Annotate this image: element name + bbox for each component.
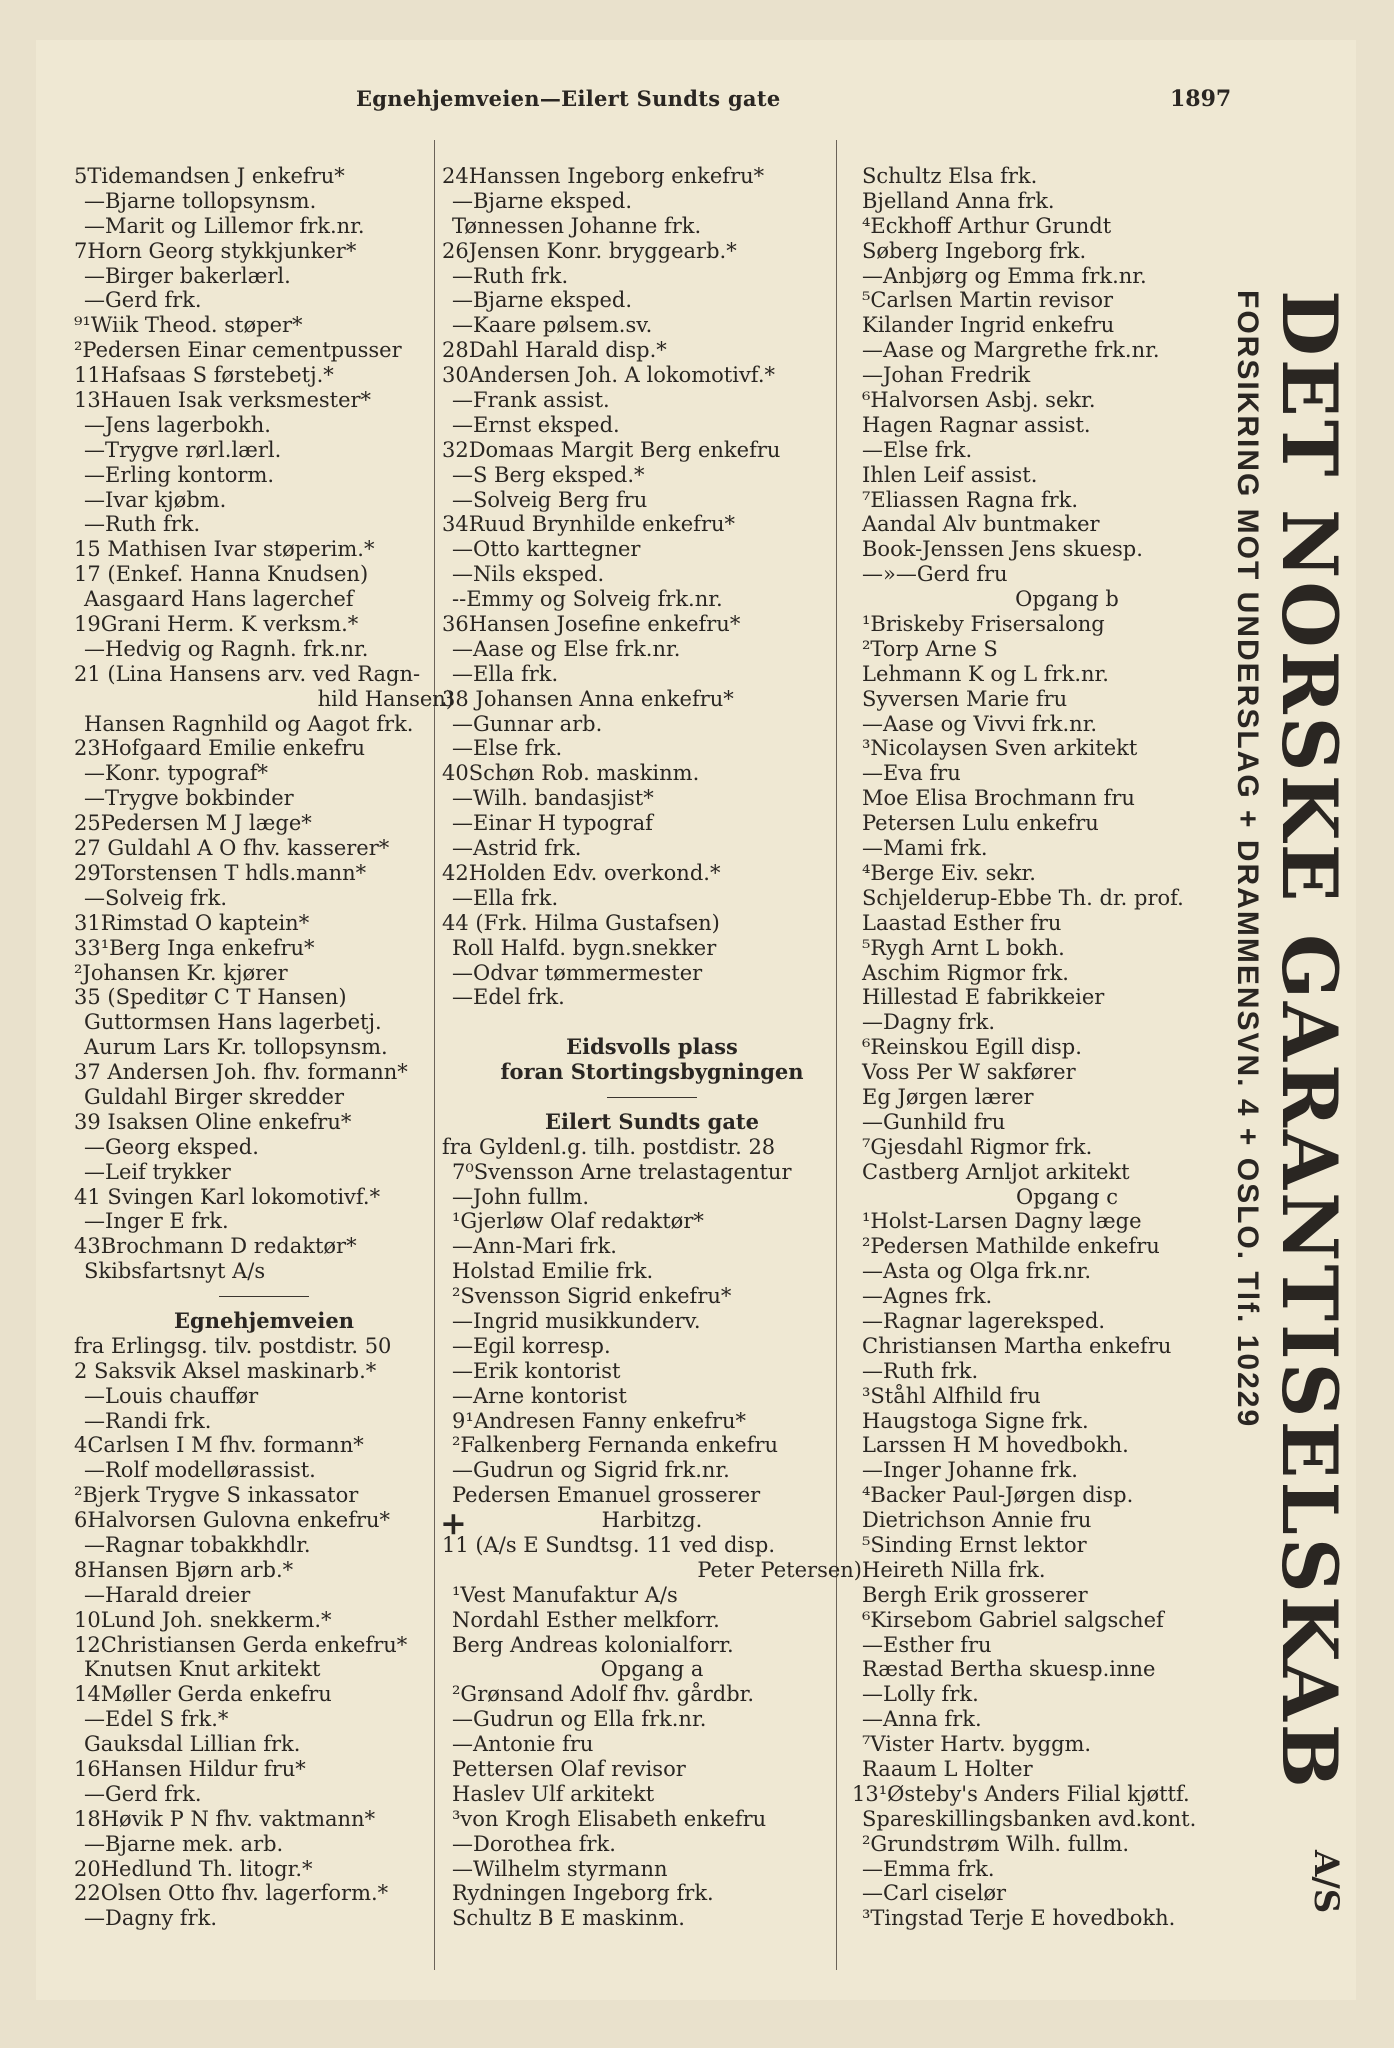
directory-entry: —Inger E frk.: [84, 1209, 229, 1234]
directory-entry: Pedersen Emanuel grosserer: [452, 1483, 761, 1508]
directory-entry: Gauksdal Lillian frk.: [84, 1732, 301, 1757]
directory-entry: 36Hansen Josefine enkefru*: [442, 612, 741, 637]
directory-entry: ²Pedersen Mathilde enkefru: [862, 1234, 1160, 1259]
directory-entry: —Gerd frk.: [84, 1781, 202, 1806]
page-title: Egnehjemveien—Eilert Sundts gate: [356, 86, 781, 111]
directory-entry: 42Holden Edv. overkond.*: [442, 860, 721, 885]
directory-entry: Berg Andreas kolonialforr.: [452, 1632, 734, 1657]
directory-entry: Bjelland Anna frk.: [862, 188, 1055, 213]
directory-entry: ⁴Backer Paul-Jørgen disp.: [862, 1483, 1134, 1508]
directory-entry: 11Hafsaas S førstebetj.*: [74, 363, 334, 388]
directory-entry: —Inger Johanne frk.: [862, 1458, 1078, 1483]
directory-entry: —Esther fru: [862, 1632, 992, 1657]
directory-entry: 12Christiansen Gerda enkefru*: [74, 1632, 408, 1657]
directory-entry: —Gunhild fru: [862, 1109, 1006, 1134]
advert-suffix: A/S: [1306, 1850, 1346, 1914]
section-heading: foran Stortingsbygningen: [500, 1059, 804, 1085]
directory-entry: 2 Saksvik Aksel maskinarb.*: [74, 1358, 377, 1383]
directory-entry: —Ernst eksped.: [452, 412, 620, 437]
directory-entry: ⁷Vister Hartv. byggm.: [862, 1732, 1092, 1757]
directory-entry: ²Grundstrøm Wilh. fullm.: [862, 1831, 1130, 1856]
directory-entry: Kilander Ingrid enkefru: [862, 313, 1115, 338]
directory-entry: Guldahl Birger skredder: [84, 1084, 344, 1109]
column-1: [74, 164, 454, 1931]
directory-entry: Harbitzg.: [601, 1508, 703, 1533]
directory-entry: —Jens lagerbokh.: [84, 412, 271, 437]
directory-entry: —Gunnar arb.: [452, 711, 603, 736]
directory-entry: 33¹Berg Inga enkefru*: [74, 935, 315, 960]
directory-entry: Opgang c: [1015, 1184, 1119, 1209]
directory-entry: 31Rimstad O kaptein*: [74, 910, 310, 935]
directory-entry: 9¹Andresen Fanny enkefru*: [452, 1408, 746, 1433]
directory-entry: ⁴Berge Eiv. sekr.: [862, 860, 1036, 885]
directory-entry: —Ruth frk.: [862, 1358, 979, 1383]
directory-entry: —Trygve bokbinder: [84, 786, 294, 811]
directory-entry: Castberg Arnljot arkitekt: [862, 1159, 1130, 1184]
directory-entry: Moe Elisa Brochmann fru: [862, 786, 1135, 811]
directory-entry: 7⁰Svensson Arne trelastagentur: [452, 1159, 792, 1184]
directory-entry: Rydningen Ingeborg frk.: [452, 1881, 714, 1906]
directory-entry: Schultz Elsa frk.: [862, 164, 1038, 188]
directory-entry: 10Lund Joh. snekkerm.*: [74, 1607, 332, 1632]
directory-entry: —Ivar kjøbm.: [84, 487, 227, 512]
directory-entry: —Dagny frk.: [84, 1906, 218, 1931]
directory-entry: 7Horn Georg stykkjunker*: [74, 238, 357, 263]
directory-entry: Aasgaard Hans lagerchef: [84, 587, 354, 612]
directory-entry: Pettersen Olaf revisor: [452, 1757, 686, 1781]
directory-entry: Nordahl Esther melkforr.: [452, 1607, 720, 1632]
directory-entry: —Edel frk.: [452, 985, 565, 1010]
directory-entry: 13¹Østeby's Anders Filial kjøttf.: [852, 1781, 1190, 1806]
directory-page: [36, 40, 1356, 2000]
section-heading: Eidsvolls plass: [566, 1034, 738, 1060]
directory-entry: —Ruth frk.: [452, 263, 569, 288]
directory-entry: Spareskillingsbanken avd.kont.: [862, 1806, 1197, 1831]
directory-entry: 40Schøn Rob. maskinm.: [442, 761, 700, 786]
directory-entry: —Kaare pølsem.sv.: [452, 313, 653, 338]
directory-entry: —Ann-Mari frk.: [452, 1234, 617, 1259]
directory-entry: —Marit og Lillemor frk.nr.: [84, 213, 365, 238]
directory-entry: —Antonie fru: [452, 1732, 594, 1757]
directory-entry: 4Carlsen I M fhv. formann*: [74, 1433, 364, 1458]
cross-mark: +: [440, 1504, 467, 1542]
column-2: [442, 164, 862, 1931]
directory-entry: ²Falkenberg Fernanda enkefru: [452, 1433, 779, 1458]
directory-entry: 30Andersen Joh. A lokomotivf.*: [442, 363, 776, 388]
directory-entry: 38 Johansen Anna enkefru*: [442, 686, 734, 711]
directory-entry: Eg Jørgen lærer: [862, 1084, 1034, 1109]
directory-entry: —Edel S frk.*: [84, 1707, 229, 1732]
directory-entry: ⁶Reinskou Egill disp.: [862, 1035, 1082, 1060]
directory-entry: 27 Guldahl A O fhv. kasserer*: [74, 836, 390, 861]
directory-entry: —Harald dreier: [84, 1582, 251, 1607]
directory-entry: ²Svensson Sigrid enkefru*: [452, 1284, 732, 1309]
directory-entry: ⁷Eliassen Ragna frk.: [862, 487, 1079, 512]
directory-entry: —Bjarne eksped.: [452, 288, 633, 313]
directory-entry: Opgang a: [600, 1657, 704, 1682]
directory-entry: 19Grani Herm. K verksm.*: [74, 612, 359, 637]
directory-entry: —Erling kontorm.: [84, 462, 275, 487]
directory-entry: 23Hofgaard Emilie enkefru: [74, 736, 366, 761]
directory-entry: 28Dahl Harald disp.*: [442, 338, 667, 363]
directory-entry: 18Høvik P N fhv. vaktmann*: [74, 1806, 376, 1831]
advert-company: DET NORSKE GARANTISELSKAB: [1265, 290, 1354, 1791]
directory-entry: [442, 1010, 862, 1035]
directory-entry: Heireth Nilla frk.: [862, 1557, 1046, 1582]
directory-entry: —Else frk.: [862, 437, 973, 462]
directory-entry: ⁷Gjesdahl Rigmor frk.: [862, 1134, 1093, 1159]
directory-entry: —Einar H typograf: [452, 811, 653, 836]
directory-entry: Lehmann K og L frk.nr.: [862, 661, 1109, 686]
directory-entry: 22Olsen Otto fhv. lagerform.*: [74, 1881, 389, 1906]
directory-entry: 5Tidemandsen J enkefru*: [74, 164, 345, 188]
directory-entry: 13Hauen Isak verksmester*: [74, 388, 372, 413]
directory-entry: ³von Krogh Elisabeth enkefru: [452, 1806, 767, 1831]
directory-entry: —Frank assist.: [452, 388, 610, 413]
directory-entry: Raaum L Holter: [862, 1757, 1033, 1781]
directory-entry: Hagen Ragnar assist.: [862, 412, 1091, 437]
directory-entry: Book-Jenssen Jens skuesp.: [862, 537, 1143, 562]
directory-entry: ⁶Halvorsen Asbj. sekr.: [862, 388, 1096, 413]
directory-entry: —Aase og Vivvi frk.nr.: [862, 711, 1098, 736]
directory-entry: 14Møller Gerda enkefru: [74, 1682, 332, 1707]
directory-entry: Knutsen Knut arkitekt: [84, 1657, 321, 1682]
directory-entry: Guttormsen Hans lagerbetj.: [84, 1010, 382, 1035]
directory-entry: --Emmy og Solveig frk.nr.: [452, 587, 723, 612]
directory-entry: fra Erlingsg. tilv. postdistr. 50: [74, 1333, 392, 1358]
directory-entry: Opgang b: [1015, 587, 1119, 612]
directory-entry: Bergh Erik grosserer: [862, 1582, 1088, 1607]
directory-entry: 17 (Enkef. Hanna Knudsen): [74, 562, 369, 587]
directory-entry: Dietrichson Annie fru: [862, 1508, 1092, 1533]
directory-entry: Aschim Rigmor frk.: [862, 960, 1069, 985]
directory-entry: —Emma frk.: [862, 1856, 995, 1881]
directory-entry: ¹Briskeby Frisersalong: [862, 612, 1105, 637]
directory-entry: —Anna frk.: [862, 1707, 982, 1732]
page-number: 1897: [1170, 86, 1232, 112]
directory-entry: Aurum Lars Kr. tollopsynsm.: [84, 1035, 388, 1060]
directory-entry: Hansen Ragnhild og Aagot frk.: [84, 711, 414, 736]
directory-entry: Schultz B E maskinm.: [452, 1906, 685, 1931]
directory-entry: —Ella frk.: [452, 885, 559, 910]
directory-entry: ¹Gjerløw Olaf redaktør*: [452, 1209, 704, 1234]
directory-entry: 11 (A/s E Sundtsg. 11 ved disp.: [442, 1532, 776, 1557]
directory-entry: 25Pedersen M J læge*: [74, 811, 312, 836]
directory-entry: —Otto karttegner: [452, 537, 641, 562]
directory-entry: —Aase og Else frk.nr.: [452, 636, 681, 661]
directory-entry: —Nils eksped.: [452, 562, 605, 587]
directory-entry: 16Hansen Hildur fru*: [74, 1757, 306, 1781]
directory-entry: ²Torp Arne S: [862, 636, 998, 661]
directory-entry: ²Pedersen Einar cementpusser: [74, 338, 402, 363]
directory-entry: fra Gyldenl.g. tilh. postdistr. 28: [442, 1134, 776, 1159]
directory-entry: —Birger bakerlærl.: [84, 263, 291, 288]
directory-entry: —Wilh. bandasjist*: [452, 786, 654, 811]
directory-entry: 35 (Speditør C T Hansen): [74, 985, 347, 1010]
directory-entry: —»—Gerd fru: [862, 562, 1008, 587]
directory-entry: —Aase og Margrethe frk.nr.: [862, 338, 1160, 363]
directory-entry: Hillestad E fabrikkeier: [862, 985, 1105, 1010]
directory-entry: 37 Andersen Joh. fhv. formann*: [74, 1060, 408, 1085]
directory-entry: 44 (Frk. Hilma Gustafsen): [442, 910, 720, 935]
directory-entry: —Louis chauffør: [84, 1383, 259, 1408]
directory-entry: 15 Mathisen Ivar støperim.*: [74, 537, 375, 562]
directory-entry: —Bjarne tollopsynsm.: [84, 188, 317, 213]
directory-entry: ⁴Eckhoff Arthur Grundt: [862, 213, 1112, 238]
directory-entry: Petersen Lulu enkefru: [862, 811, 1099, 836]
directory-entry: ³Nicolaysen Sven arkitekt: [862, 736, 1138, 761]
section-heading: Egnehjemveien: [174, 1307, 354, 1333]
directory-entry: Syversen Marie fru: [862, 686, 1068, 711]
directory-entry: —Ella frk.: [452, 661, 559, 686]
directory-entry: Voss Per W sakfører: [862, 1060, 1076, 1085]
directory-entry: —John fullm.: [452, 1184, 590, 1209]
directory-entry: —Leif trykker: [84, 1159, 231, 1184]
directory-entry: —Egil korresp.: [452, 1333, 611, 1358]
directory-entry: Schjelderup-Ebbe Th. dr. prof.: [862, 885, 1184, 910]
directory-entry: 34Ruud Brynhilde enkefru*: [442, 512, 736, 537]
directory-entry: 20Hedlund Th. litogr.*: [74, 1856, 313, 1881]
directory-entry: hild Hansen): [317, 686, 454, 711]
directory-entry: Laastad Esther fru: [862, 910, 1062, 935]
directory-entry: —Mami frk.: [862, 836, 988, 861]
directory-entry: —Dorothea frk.: [452, 1831, 616, 1856]
directory-entry: —Astrid frk.: [452, 836, 582, 861]
side-advertisement: [1214, 290, 1354, 1930]
directory-entry: —Asta og Olga frk.nr.: [862, 1259, 1092, 1284]
directory-entry: ²Bjerk Trygve S inkassator: [74, 1483, 359, 1508]
section-rule: [74, 1284, 454, 1309]
directory-entry: 26Jensen Konr. bryggearb.*: [442, 238, 737, 263]
directory-entry: ⁶Kirsebom Gabriel salgschef: [862, 1607, 1164, 1632]
directory-entry: —Trygve rørl.lærl.: [84, 437, 282, 462]
directory-entry: Larssen H M hovedbokh.: [862, 1433, 1129, 1458]
directory-entry: 43Brochmann D redaktør*: [74, 1234, 357, 1259]
directory-entry: ⁵Carlsen Martin revisor: [862, 288, 1114, 313]
directory-entry: —Solveig Berg fru: [452, 487, 648, 512]
directory-entry: 32Domaas Margit Berg enkefru: [442, 437, 781, 462]
directory-entry: 6Halvorsen Gulovna enkefru*: [74, 1508, 391, 1533]
directory-entry: Ræstad Bertha skuesp.inne: [862, 1657, 1156, 1682]
directory-entry: Haugstoga Signe frk.: [862, 1408, 1089, 1433]
section-rule: [442, 1085, 862, 1110]
directory-entry: —Rolf modellørassist.: [84, 1458, 316, 1483]
section-heading: Eilert Sundts gate: [545, 1108, 759, 1134]
directory-entry: Aandal Alv buntmaker: [862, 512, 1100, 537]
directory-entry: ³Tingstad Terje E hovedbokh.: [862, 1906, 1176, 1931]
directory-entry: —Johan Fredrik: [862, 363, 1031, 388]
directory-entry: 24Hanssen Ingeborg enkefru*: [442, 164, 765, 188]
directory-entry: —Ragnar lagereksped.: [862, 1308, 1106, 1333]
directory-entry: ²Grønsand Adolf fhv. gårdbr.: [452, 1682, 755, 1707]
directory-entry: —Gudrun og Ella frk.nr.: [452, 1707, 707, 1732]
directory-entry: —Solveig frk.: [84, 885, 228, 910]
directory-entry: Holstad Emilie frk.: [452, 1259, 654, 1284]
directory-entry: —S Berg eksped.*: [452, 462, 645, 487]
directory-entry: Peter Petersen): [697, 1557, 862, 1582]
directory-entry: —Bjarne mek. arb.: [84, 1831, 284, 1856]
page-header: [36, 86, 1356, 126]
directory-entry: 21 (Lina Hansens arv. ved Ragn-: [74, 661, 421, 686]
directory-entry: —Else frk.: [452, 736, 563, 761]
directory-entry: Roll Halfd. bygn.snekker: [452, 935, 717, 960]
directory-entry: ⁹¹Wiik Theod. støper*: [74, 313, 303, 338]
directory-entry: 39 Isaksen Oline enkefru*: [74, 1109, 352, 1134]
directory-entry: Ihlen Leif assist.: [862, 462, 1038, 487]
directory-entry: 29Torstensen T hdls.mann*: [74, 860, 367, 885]
advert-subline: FORSIKRING MOT UNDERSLAG + DRAMMENSVN. 4 + OSLO. Tlf. 10229: [1231, 290, 1264, 1429]
directory-entry: —Georg eksped.: [84, 1134, 259, 1159]
directory-entry: —Anbjørg og Emma frk.nr.: [862, 263, 1147, 288]
directory-entry: Søberg Ingeborg frk.: [862, 238, 1087, 263]
directory-entry: —Gudrun og Sigrid frk.nr.: [452, 1458, 730, 1483]
directory-entry: —Erik kontorist: [452, 1358, 621, 1383]
directory-entry: —Ragnar tobakkhdlr.: [84, 1532, 311, 1557]
directory-entry: Haslev Ulf arkitekt: [452, 1781, 655, 1806]
directory-entry: ³Ståhl Alfhild fru: [862, 1383, 1041, 1408]
directory-entry: 8Hansen Bjørn arb.*: [74, 1557, 294, 1582]
directory-entry: —Ingrid musikkunderv.: [452, 1308, 701, 1333]
directory-entry: —Bjarne eksped.: [452, 188, 633, 213]
directory-entry: —Wilhelm styrmann: [452, 1856, 668, 1881]
directory-entry: —Odvar tømmermester: [452, 960, 703, 985]
directory-entry: ¹Holst-Larsen Dagny læge: [862, 1209, 1142, 1234]
directory-entry: Skibsfartsnyt A/s: [84, 1259, 266, 1284]
directory-entry: —Eva fru: [862, 761, 961, 786]
directory-entry: —Ruth frk.: [84, 512, 201, 537]
directory-entry: —Arne kontorist: [452, 1383, 627, 1408]
directory-entry: —Carl ciselør: [862, 1881, 1007, 1906]
directory-entry: —Randi frk.: [84, 1408, 212, 1433]
directory-entry: —Dagny frk.: [862, 1010, 996, 1035]
directory-entry: —Gerd frk.: [84, 288, 202, 313]
directory-entry: —Hedvig og Ragnh. frk.nr.: [84, 636, 369, 661]
directory-entry: ⁵Rygh Arnt L bokh.: [862, 935, 1065, 960]
directory-entry: 41 Svingen Karl lokomotivf.*: [74, 1184, 381, 1209]
directory-entry: Tønnessen Johanne frk.: [452, 213, 702, 238]
directory-entry: ¹Vest Manufaktur A/s: [452, 1582, 678, 1607]
directory-entry: Christiansen Martha enkefru: [862, 1333, 1172, 1358]
directory-entry: —Konr. typograf*: [84, 761, 269, 786]
directory-entry: —Agnes frk.: [862, 1284, 993, 1309]
directory-entry: ⁵Sinding Ernst lektor: [862, 1532, 1087, 1557]
directory-entry: —Lolly frk.: [862, 1682, 979, 1707]
directory-entry: ²Johansen Kr. kjører: [74, 960, 288, 985]
